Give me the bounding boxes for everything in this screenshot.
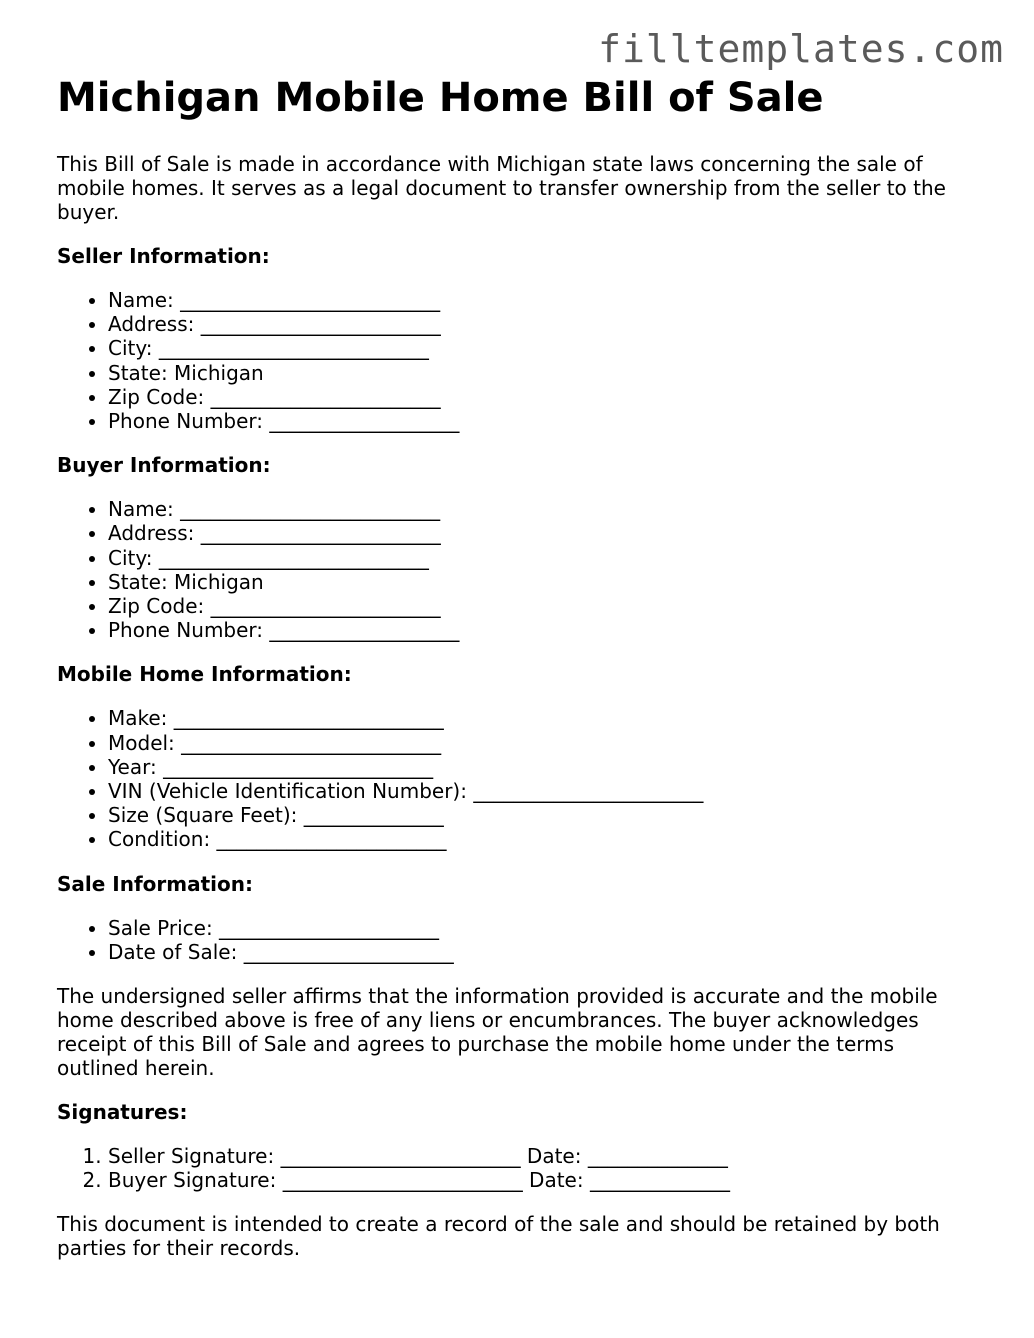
buyer-state: • State: Michigan	[108, 570, 977, 594]
sale-price-field[interactable]: • Sale Price: ______________________	[108, 916, 977, 940]
buyer-list	[57, 497, 977, 642]
document-title: Michigan Mobile Home Bill of Sale	[57, 75, 824, 121]
seller-name-field[interactable]: • Name: __________________________	[108, 288, 977, 312]
seller-heading: Seller Information:	[57, 244, 270, 268]
intro-paragraph: This Bill of Sale is made in accordance with Michigan state laws concerning the sale of mobile homes. It serves as a legal document to transfer ownership from the seller to the buyer.	[57, 152, 946, 224]
mobile-home-list	[57, 706, 977, 851]
sale-list	[57, 916, 977, 964]
vin-field[interactable]: • VIN (Vehicle Identification Number): _______________________	[108, 779, 977, 803]
signatures-list	[57, 1144, 977, 1192]
watermark: filltemplates.com	[598, 27, 1004, 71]
affirmation-paragraph: The undersigned seller affirms that the information provided is accurate and the mobile home described above is free of any liens or encumbrances. The buyer acknowledges receipt of this Bill of Sale and agrees to purchase the mobile home under the terms outlined herein.	[57, 984, 938, 1081]
mobile-home-heading: Mobile Home Information:	[57, 662, 352, 687]
buyer-signature-field[interactable]: 2. Buyer Signature: ________________________ Date: ______________	[108, 1168, 977, 1192]
buyer-city-field[interactable]: • City: ___________________________	[108, 546, 977, 570]
make-field[interactable]: • Make: ___________________________	[108, 706, 977, 730]
seller-phone-field[interactable]: • Phone Number: ___________________	[108, 409, 977, 433]
seller-address-field[interactable]: • Address: ________________________	[108, 312, 977, 336]
buyer-heading: Buyer Information:	[57, 453, 271, 478]
condition-field[interactable]: • Condition: _______________________	[108, 827, 977, 851]
buyer-phone-field[interactable]: • Phone Number: ___________________	[108, 618, 977, 642]
seller-city-field[interactable]: • City: ___________________________	[108, 336, 977, 360]
document-page	[57, 74, 977, 1260]
year-field[interactable]: • Year: ___________________________	[108, 755, 977, 779]
sale-date-field[interactable]: • Date of Sale: _____________________	[108, 940, 977, 964]
buyer-address-field[interactable]: • Address: ________________________	[108, 521, 977, 545]
size-field[interactable]: • Size (Square Feet): ______________	[108, 803, 977, 827]
seller-state: • State: Michigan	[108, 361, 977, 385]
seller-list	[57, 288, 977, 433]
closing-paragraph: This document is intended to create a record of the sale and should be retained by both parties for their records.	[57, 1212, 940, 1261]
model-field[interactable]: • Model: __________________________	[108, 731, 977, 755]
buyer-zip-field[interactable]: • Zip Code: _______________________	[108, 594, 977, 618]
signatures-heading: Signatures:	[57, 1100, 188, 1125]
sale-heading: Sale Information:	[57, 871, 253, 896]
seller-signature-field[interactable]: 1. Seller Signature: ________________________ Date: ______________	[108, 1144, 977, 1168]
buyer-name-field[interactable]: • Name: __________________________	[108, 497, 977, 521]
seller-zip-field[interactable]: • Zip Code: _______________________	[108, 385, 977, 409]
